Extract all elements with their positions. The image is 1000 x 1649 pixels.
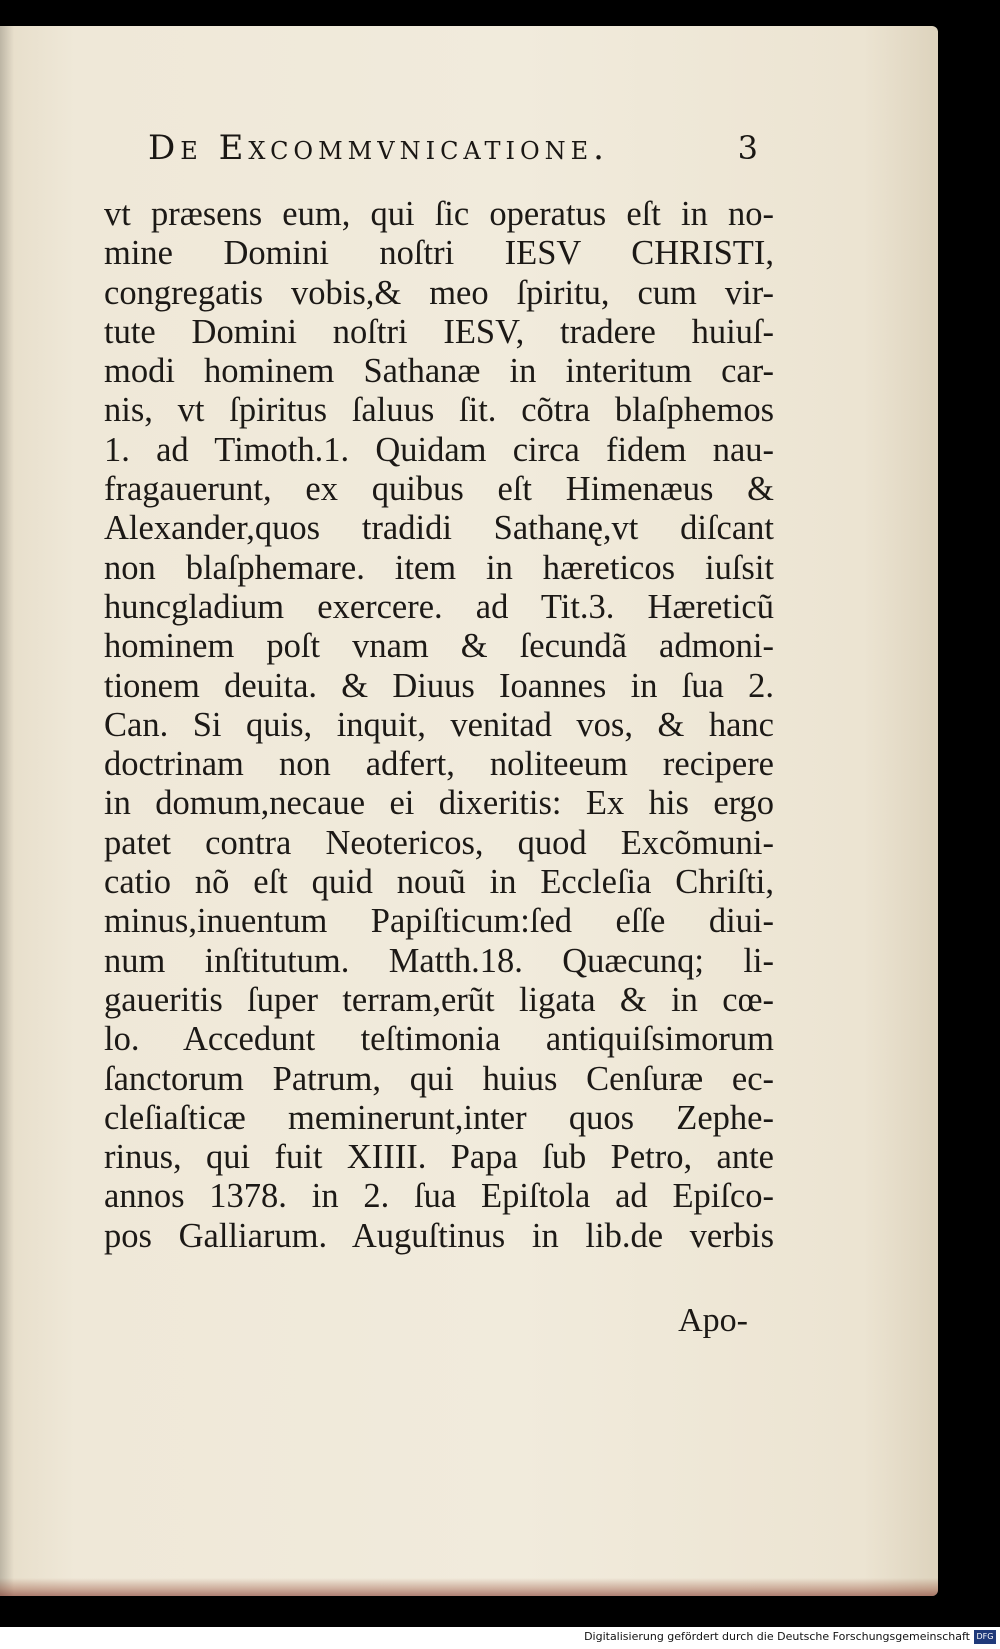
text-line: in domum,necaue ei dixeritis: Ex his ergo xyxy=(104,784,774,823)
text-line: pos Galliarum. Auguſtinus in lib.de verbis xyxy=(104,1216,774,1255)
footer-strip xyxy=(0,1627,1000,1649)
text-line: mine Domini noſtri IESV CHRISTI, xyxy=(104,234,774,273)
text-line: Can. Si quis, inquit, venitad vos, & hanc xyxy=(104,705,774,744)
text-line: tionem deuita. & Diuus Ioannes in ſua 2. xyxy=(104,666,774,705)
text-line: annos 1378. in 2. ſua Epiſtola ad Epiſco- xyxy=(104,1177,774,1216)
running-head xyxy=(148,128,758,168)
text-line: fragauerunt, ex quibus eſt Himenæus & xyxy=(104,470,774,509)
catchword: Apo- xyxy=(678,1302,748,1339)
text-line: 1. ad Timoth.1. Quidam circa fidem nau- xyxy=(104,430,774,469)
text-line: Alexander,quos tradidi Sathanę,vt diſcant xyxy=(104,509,774,548)
dfg-logo-icon: DFG xyxy=(974,1630,996,1644)
text-line: gaueritis ſuper terram,erũt ligata & in cœ- xyxy=(104,980,774,1019)
text-line: doctrinam non adfert, noliteeum recipere xyxy=(104,745,774,784)
page-bottom-edge xyxy=(0,1578,938,1596)
text-line: nis, vt ſpiritus ſaluus ſit. cõtra blaſphemos xyxy=(104,391,774,430)
text-line: non blaſphemare. item in hæreticos iuſsit xyxy=(104,548,774,587)
running-head-title: De Excommvnicatione. xyxy=(148,128,609,168)
text-line: patet contra Neotericos, quod Excõmuni- xyxy=(104,823,774,862)
text-line: rinus, qui fuit XIIII. Papa ſub Petro, ante xyxy=(104,1138,774,1177)
text-line: lo. Accedunt teſtimonia antiquiſsimorum xyxy=(104,1020,774,1059)
text-line: minus,inuentum Papiſticum:ſed eſſe diui- xyxy=(104,902,774,941)
text-line: ſanctorum Patrum, qui huius Cenſuræ ec- xyxy=(104,1059,774,1098)
text-line: vt præsens eum, qui ſic operatus eſt in no- xyxy=(104,195,774,233)
text-line: catio nõ eſt quid nouũ in Eccleſia Chriſti, xyxy=(104,863,774,902)
text-line: modi hominem Sathanæ in interitum car- xyxy=(104,352,774,391)
text-line: tute Domini noſtri IESV, tradere huiuſ- xyxy=(104,312,774,351)
text-line: huncgladium exercere. ad Tit.3. Hæreticũ xyxy=(104,587,774,626)
page-number: 3 xyxy=(737,129,758,167)
text-line: num inſtitutum. Matth.18. Quæcunq; li- xyxy=(104,941,774,980)
text-line: congregatis vobis,& meo ſpiritu, cum vir- xyxy=(104,273,774,312)
funding-credit: Digitalisierung gefördert durch die Deutsche Forschungsgemeinschaft xyxy=(584,1630,970,1643)
text-line: cleſiaſticæ meminerunt,inter quos Zephe- xyxy=(104,1098,774,1137)
body-text xyxy=(104,195,774,1256)
page-gutter-shadow xyxy=(0,26,14,1596)
text-line: hominem poſt vnam & ſecundã admoni- xyxy=(104,627,774,666)
